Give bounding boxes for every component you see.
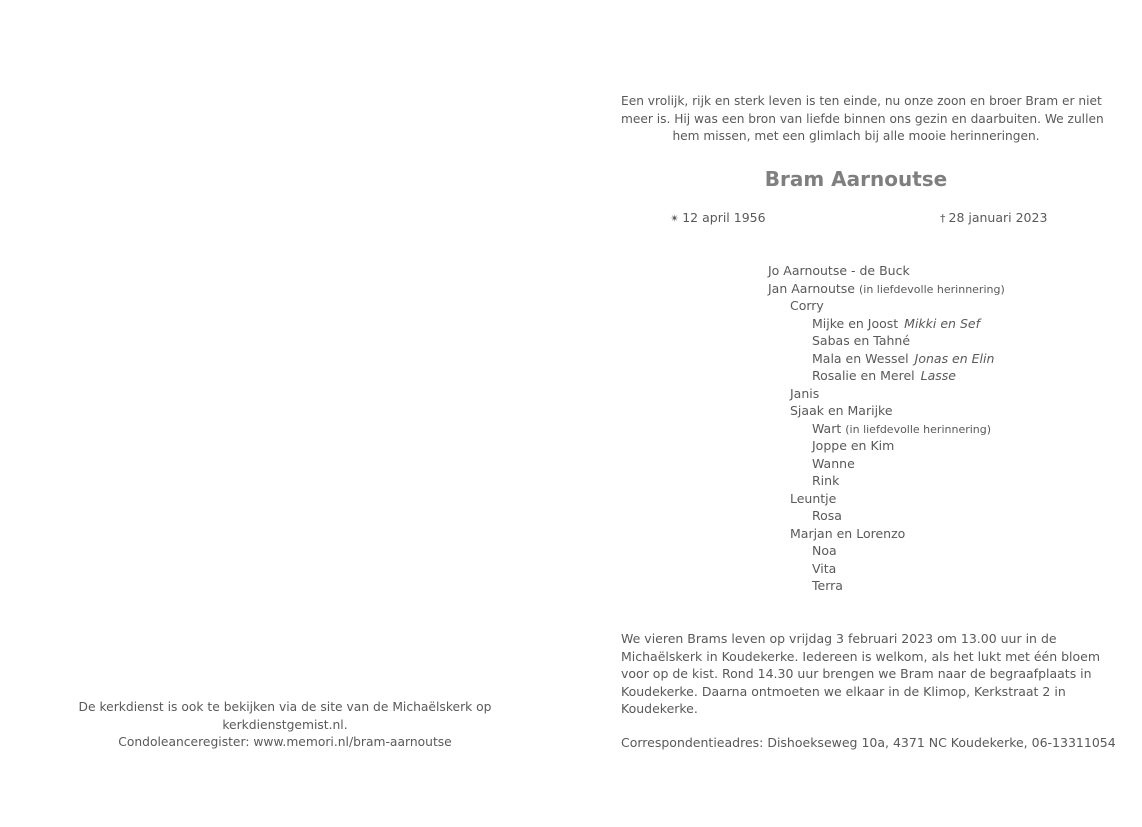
memory-note: (in liefdevolle herinnering) bbox=[858, 282, 1005, 296]
family-member: Wanne bbox=[812, 455, 855, 471]
family-member: Sjaak en Marijke bbox=[790, 403, 893, 418]
intro-line: hem missen, met een glimlach bij alle mooie herinneringen. bbox=[672, 129, 1040, 143]
memory-note: (in liefdevolle herinnering) bbox=[845, 422, 992, 436]
condolence-register: Condoleanceregister: www.memori.nl/bram-aarnoutse bbox=[118, 735, 452, 749]
service-line: Koudekerke. bbox=[621, 701, 698, 716]
birth-date: 12 april 1956 bbox=[682, 210, 766, 225]
service-line: Koudekerke. Daarna ontmoeten we elkaar in de Klimop, Kerkstraat 2 in bbox=[621, 683, 1066, 699]
family-member: Jan Aarnoutse (in liefdevolle herinnering) bbox=[768, 280, 1005, 296]
livestream-info bbox=[60, 699, 510, 752]
service-line: voor op de kist. Rond 14.30 uur brengen we Bram naar de begraafplaats in bbox=[621, 666, 1092, 681]
family-member: Noa bbox=[812, 543, 837, 558]
family-member: Rosalie en Merel Lasse bbox=[812, 368, 956, 383]
family-member: Janis bbox=[790, 385, 820, 401]
birth-star-icon: ✴ bbox=[670, 212, 680, 225]
family-member: Mala en Wessel Jonas en Elin bbox=[812, 350, 995, 366]
family-member: Corry bbox=[790, 298, 824, 313]
livestream-line: kerkdienstgemist.nl. bbox=[222, 717, 348, 732]
death-date-block bbox=[940, 210, 1047, 225]
family-member: Mijke en Joost Mikki en Sef bbox=[812, 315, 980, 331]
birth-date-block bbox=[670, 210, 766, 225]
intro-line: meer is. Hij was een bron van liefde binnen ons gezin en daarbuiten. We zullen bbox=[621, 111, 1104, 126]
family-member: Wart (in liefdevolle herinnering) bbox=[812, 420, 992, 436]
family-member: Rosa bbox=[812, 508, 842, 523]
service-line: Michaëlskerk in Koudekerke. Iedereen is welkom, als het lukt met één bloem bbox=[621, 648, 1101, 664]
family-member: Terra bbox=[812, 578, 843, 593]
intro-line: Een vrolijk, rijk en sterk leven is ten einde, nu onze zoon en broer Bram er niet bbox=[621, 94, 1102, 108]
children-names: Lasse bbox=[920, 368, 956, 383]
death-cross-icon: † bbox=[940, 212, 946, 225]
family-member: Sabas en Tahné bbox=[812, 333, 911, 348]
children-names: Jonas en Elin bbox=[914, 350, 995, 366]
service-line: We vieren Brams leven op vrijdag 3 februari 2023 om 13.00 uur in de bbox=[621, 631, 1057, 646]
family-member: Leuntje bbox=[790, 490, 837, 506]
correspondence-address: Correspondentieadres: Dishoekseweg 10a, 4371 NC Koudekerke, 06-13311054 bbox=[621, 735, 1116, 750]
family-list bbox=[768, 262, 1005, 595]
family-member: Marjan en Lorenzo bbox=[790, 525, 906, 541]
livestream-line: De kerkdienst is ook te bekijken via de site van de Michaëlskerk op bbox=[78, 700, 492, 714]
family-member: Rink bbox=[812, 473, 840, 488]
death-date: 28 januari 2023 bbox=[948, 210, 1048, 225]
deceased-name: Bram Aarnoutse bbox=[764, 167, 948, 191]
children-names: Mikki en Sef bbox=[904, 315, 980, 331]
service-details bbox=[621, 630, 1101, 718]
intro-text bbox=[621, 93, 1104, 146]
family-member: Jo Aarnoutse - de Buck bbox=[768, 263, 910, 278]
family-member: Vita bbox=[812, 560, 837, 576]
family-member: Joppe en Kim bbox=[812, 438, 895, 453]
